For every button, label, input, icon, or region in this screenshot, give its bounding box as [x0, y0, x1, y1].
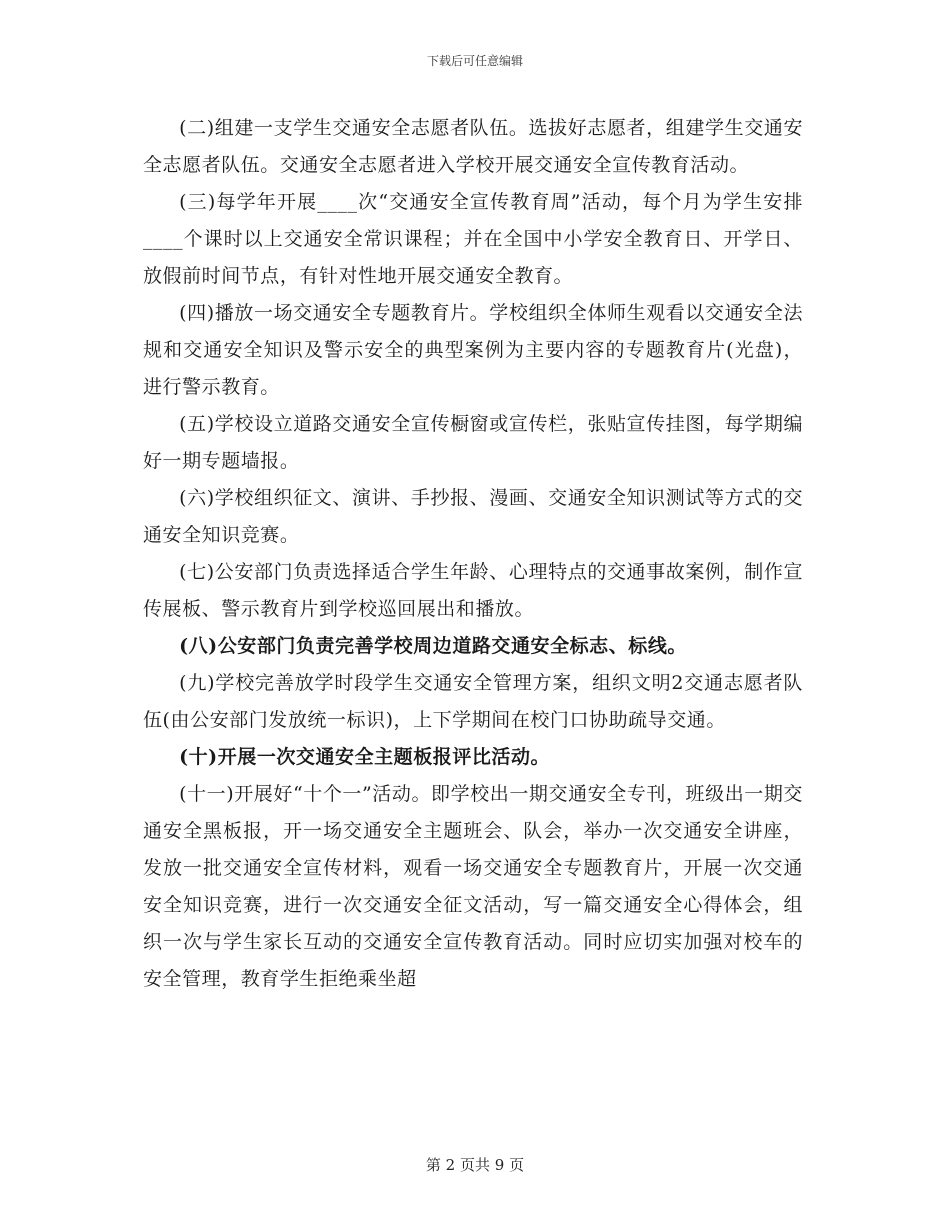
- paragraph-2: (二)组建一支学生交通安全志愿者队伍。选拔好志愿者，组建学生交通安全志愿者队伍。交通安全志愿者进入学校开展交通安全宣传教育活动。: [143, 117, 803, 176]
- paragraph-7: (七)公安部门负责选择适合学生年龄、心理特点的交通事故案例，制作宣传展板、警示教育片到学校巡回展出和播放。: [143, 561, 803, 620]
- paragraph-5: (五)学校设立道路交通安全宣传橱窗或宣传栏，张贴宣传挂图，每学期编好一期专题墙报。: [143, 413, 803, 472]
- paragraph-3: (三)每学年开展____次“交通安全宣传教育周”活动，每个月为学生安排____个课时以上交通安全常识课程；并在全国中小学安全教育日、开学日、放假前时间节点，有针对性地开展交通安全教育。: [143, 191, 803, 287]
- paragraph-9: (九)学校完善放学时段学生交通安全管理方案，组织文明2交通志愿者队伍(由公安部门发放统一标识)，上下学期间在校门口协助疏导交通。: [143, 672, 803, 731]
- page-footer: 第 2 页共 9 页: [425, 1156, 525, 1174]
- paragraph-11: (十一)开展好“十个一”活动。即学校出一期交通安全专刊，班级出一期交通安全黑板报，开一场交通安全主题班会、队会，举办一次交通安全讲座，发放一批交通安全宣传材料，观看一场交通安全专题教育片，开展一次交通安全知识竞赛，进行一次交通安全征文活动，写一篇交通安全心得体会，组织一次与学生家长互动的交通安全宣传教育活动。同时应切实加强对校车的安全管理，教育学生拒绝乘坐超: [143, 783, 803, 990]
- paragraph-6: (六)学校组织征文、演讲、手抄报、漫画、交通安全知识测试等方式的交通安全知识竞赛。: [143, 487, 803, 546]
- page-header: 下载后可任意编辑: [426, 54, 523, 68]
- paragraph-8: (八)公安部门负责完善学校周边道路交通安全标志、标线。: [179, 635, 687, 657]
- paragraph-10: (十)开展一次交通安全主题板报评比活动。: [179, 746, 551, 768]
- document-body: [143, 110, 803, 998]
- paragraph-4: (四)播放一场交通安全专题教育片。学校组织全体师生观看以交通安全法规和交通安全知识及警示安全的典型案例为主要内容的专题教育片(光盘)，进行警示教育。: [143, 302, 803, 398]
